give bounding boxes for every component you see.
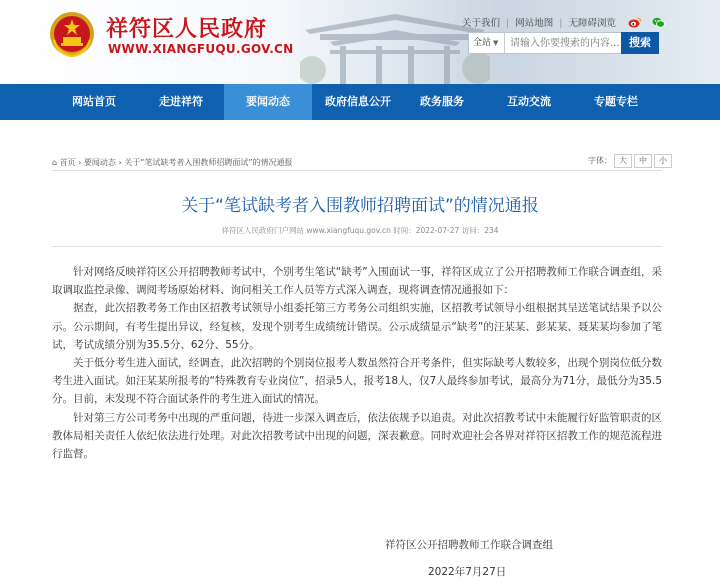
article-title: 关于“笔试缺考者入围教师招聘面试”的情况通报 [181, 196, 539, 216]
nav-item-interaction[interactable]: 互动交流 [507, 95, 551, 108]
national-emblem-icon [48, 10, 96, 58]
breadcrumb-separator: › [78, 158, 84, 167]
social-links [628, 13, 671, 32]
home-icon: ⌂ [52, 158, 58, 167]
nav-item-special-topics[interactable]: 专题专栏 [594, 95, 638, 108]
nav-item-news[interactable]: 要闻动态 [224, 84, 312, 120]
top-link-separator: | [559, 18, 563, 29]
city-gate-illustration [300, 0, 490, 84]
font-size-label: 字体： [588, 156, 612, 165]
font-size-small-button[interactable]: 小 [654, 154, 672, 168]
article-paragraph: 针对网络反映祥符区公开招聘教师考试中，个别考生笔试“缺考”入围面试一事，祥符区成立了公开招聘教师工作联合调查组，采取调取监控录像、调阅考场原始材料、询问相关工作人员等方式深入调查，现将调查情况通报如下： [52, 266, 662, 297]
nav-item-gov-info[interactable]: 政府信息公开 [325, 95, 391, 108]
main-nav [0, 84, 720, 120]
breadcrumb-current: 关于“笔试缺考者入围教师招聘面试”的情况通报 [124, 158, 293, 167]
breadcrumb-home[interactable]: 首页 [59, 158, 76, 167]
wechat-icon[interactable] [652, 17, 665, 31]
nav-item-home[interactable]: 网站首页 [72, 95, 116, 108]
breadcrumb [52, 157, 293, 168]
site-header [0, 0, 720, 84]
article-paragraph: 据查，此次招教考务工作由区招教考试领导小组委托第三方考务公司组织实施，区招教考试领导小组根据其呈送笔试结果予以公示。公示期间，有考生提出异议，经复核，发现个别考生成绩统计错误。公示成绩显示“缺考”的汪某某、彭某某、聂某某均参加了笔试，考试成绩分别为35.5分、62分、55分。 [52, 302, 662, 351]
article-paragraph: 针对第三方公司考务中出现的严重问题，待进一步深入调查后，依法依规予以追责。对此次招教考试中未能履行好监管职责的区教体局相关责任人依纪依法进行处理。对此次招教考试中出现的问题，深表歉意。同时欢迎社会各界对祥符区招教工作的规范流程进行监督。 [52, 411, 662, 461]
top-link-separator: | [506, 18, 510, 29]
top-links [462, 15, 622, 29]
font-size-large-button[interactable]: 大 [614, 154, 632, 168]
top-link-sitemap[interactable]: 网站地图 [515, 18, 554, 29]
breadcrumb-divider [52, 170, 662, 171]
breadcrumb-section[interactable]: 要闻动态 [83, 158, 116, 167]
signature-date: 2022年7月27日 [428, 566, 507, 578]
search-scope-label: 全站 [473, 38, 492, 48]
top-link-about[interactable]: 关于我们 [462, 18, 501, 29]
site-title[interactable]: 祥符区人民政府 [106, 17, 268, 42]
breadcrumb-separator: › [118, 158, 125, 167]
article-paragraph: 关于低分考生进入面试，经调查，此次招聘的个别岗位报考人数虽然符合开考条件，但实际缺考人数较多，出现个别岗位低分数考生进入面试。如汪某某所报考的“特殊教育专业岗位”，招录5人，报考18人，仅7人最终参加考试，最高分为71分，最低分为35.5分。目前，未发现不符合面试条件的考生进入面试的情况。 [52, 357, 662, 406]
nav-item-gov-services[interactable]: 政务服务 [420, 95, 464, 108]
search-button[interactable]: 搜索 [621, 32, 659, 54]
meta-divider [52, 246, 662, 247]
search-scope-select[interactable] [469, 33, 505, 53]
nav-item-about-xiangfu[interactable]: 走进祥符 [159, 95, 203, 108]
font-size-switcher [588, 154, 672, 168]
signature-org: 祥符区公开招聘教师工作联合调查组 [385, 539, 553, 551]
article-body [52, 263, 662, 463]
chevron-down-icon: ▼ [493, 39, 499, 47]
site-url: WWW.XIANGFUQU.GOV.CN [108, 42, 294, 56]
weibo-icon[interactable] [628, 17, 641, 31]
article-meta: 祥符区人民政府门户网站 www.xiangfuqu.gov.cn 时间：2022-07-27 访问：234 [221, 226, 499, 235]
top-link-accessibility[interactable]: 无障碍浏览 [568, 18, 616, 29]
font-size-medium-button[interactable]: 中 [634, 154, 652, 168]
